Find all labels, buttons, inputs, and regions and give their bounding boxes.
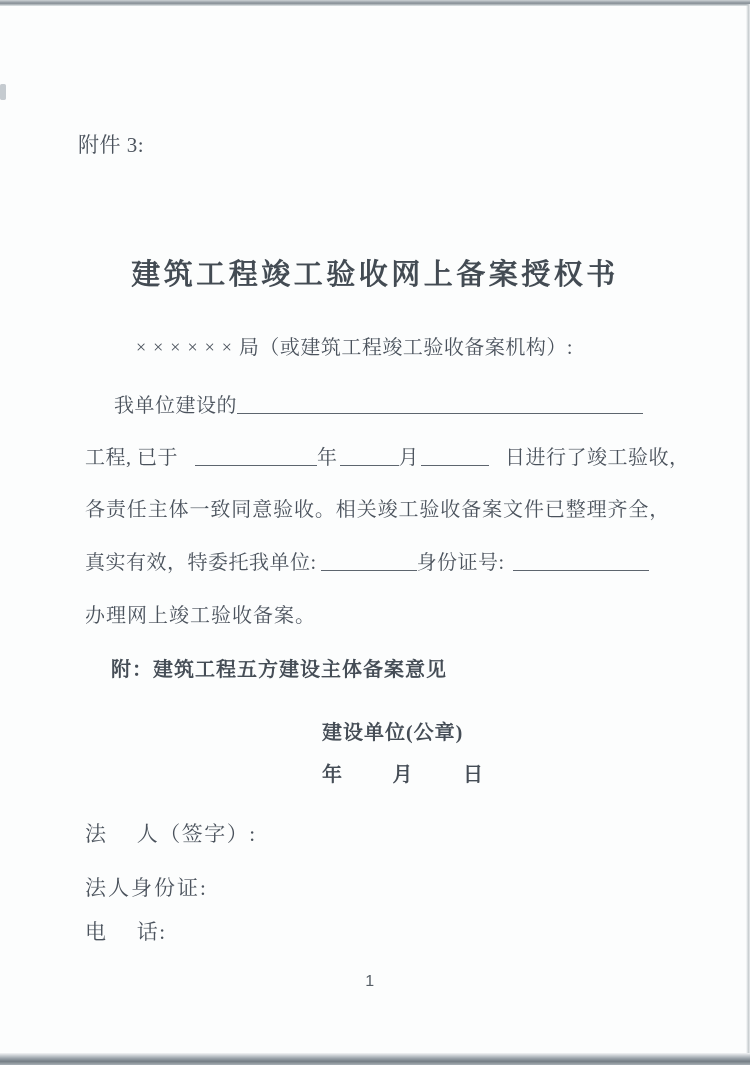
blank-entrusted-unit — [321, 568, 417, 571]
scan-edge-top — [0, 0, 750, 6]
agreement-line: 各责任主体一致同意验收。相关竣工验收备案文件已整理齐全， — [85, 499, 671, 521]
blank-month — [340, 463, 399, 466]
id-number-label: 身份证号: — [416, 552, 505, 574]
blank-day — [421, 463, 489, 466]
attachment-label: 附件 3: — [78, 133, 145, 157]
recipient-placeholder-crosses: ×××××× — [136, 337, 239, 358]
document-title: 建筑工程竣工验收网上备案授权书 — [131, 259, 619, 291]
signature-day-label: 日 — [463, 764, 484, 786]
recipient-line — [136, 336, 573, 360]
blank-project-name — [237, 411, 643, 414]
attachment-note: 附：建筑工程五方建设主体备案意见 — [111, 659, 447, 681]
company-seal-label: 建设单位(公章) — [322, 722, 464, 744]
page-number: 1 — [365, 973, 375, 990]
year-label: 年 — [317, 447, 338, 469]
month-label: 月 — [398, 447, 419, 469]
date-prefix-text: 工程, 已于 — [85, 447, 178, 469]
entrust-prefix-text: 真实有效，特委托我单位: — [85, 552, 317, 574]
scan-smudge — [0, 84, 6, 100]
closing-line: 办理网上竣工验收备案。 — [85, 605, 316, 627]
signature-year-label: 年 — [322, 764, 343, 786]
project-name-line — [114, 394, 643, 418]
signature-date-line — [322, 763, 484, 787]
blank-id-number — [513, 568, 649, 571]
date-suffix-text: 日进行了竣工验收， — [505, 447, 690, 469]
recipient-org-text: 局（或建筑工程竣工验收备案机构）: — [238, 337, 573, 359]
scan-edge-right — [746, 4, 750, 1055]
blank-year — [195, 463, 317, 466]
phone-label: 电 话: — [85, 920, 167, 944]
acceptance-date-line — [85, 446, 690, 470]
entrust-line — [85, 551, 649, 575]
legal-person-sign-label: 法 人（签字）: — [85, 822, 257, 846]
scan-edge-bottom — [0, 1053, 750, 1065]
legal-person-id-label: 法人身份证: — [85, 876, 208, 900]
signature-month-label: 月 — [392, 764, 413, 786]
project-prefix-text: 我单位建设的 — [114, 395, 237, 417]
